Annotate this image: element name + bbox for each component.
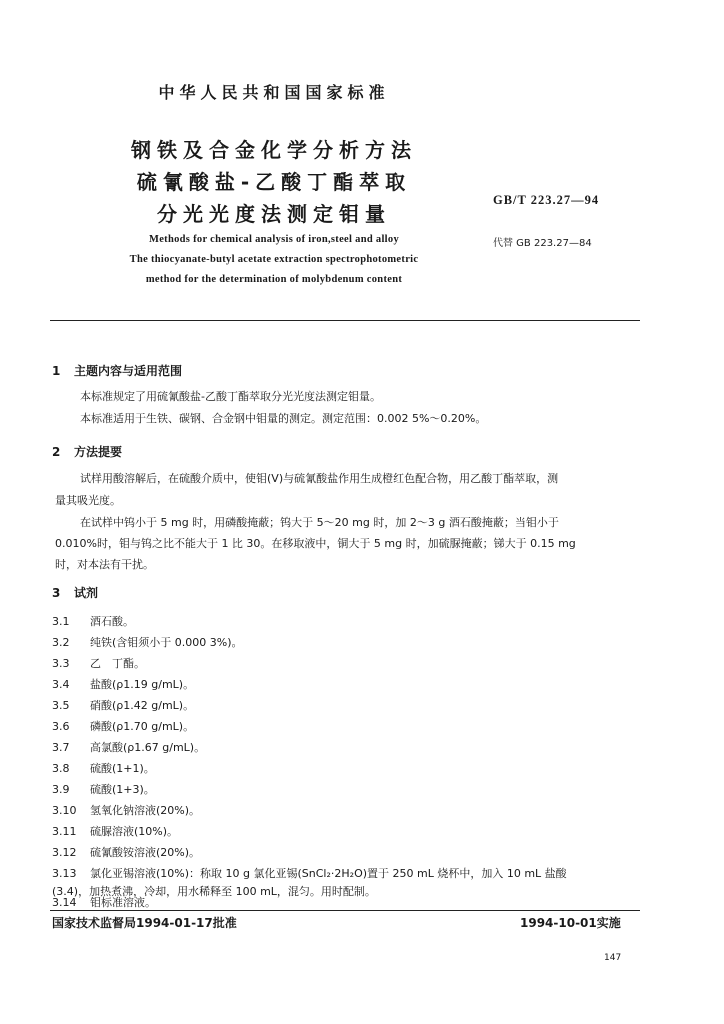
- section-title: 方法提要: [74, 445, 123, 459]
- reagent-item: [52, 655, 145, 671]
- reagent-item: [52, 781, 155, 797]
- item-text: 高氯酸(ρ1.67 g/mL)。: [90, 741, 206, 754]
- item-text: 氯化亚锡溶液(10%)：称取 10 g 氯化亚锡(SnCl₂·2H₂O)置于 250 mL 烧杯中，加入 10 mL 盐酸: [90, 867, 567, 880]
- english-title-line-2: The thiocyanate-butyl acetate extraction spectrophotometric: [129, 254, 419, 265]
- item-number: 3.13: [52, 867, 77, 880]
- item-number: 3.14: [52, 896, 77, 909]
- item-number: 3.10: [52, 804, 77, 817]
- section-title: 试剂: [74, 586, 99, 600]
- item-number: 3.1: [52, 615, 70, 628]
- paragraph: 本标准适用于生铁、碳钢、合金钢中钼量的测定。测定范围：0.002 5%～0.20%。: [80, 412, 487, 425]
- item-text: 盐酸(ρ1.19 g/mL)。: [90, 678, 195, 691]
- item-text: 硫酸(1+1)。: [90, 762, 155, 775]
- reagent-item: [52, 613, 134, 629]
- reagent-item: [52, 634, 243, 650]
- implementation-date: 1994-10-01实施: [520, 916, 621, 930]
- title-line-1: 钢铁及合金化学分析方法: [131, 138, 417, 162]
- reagent-item: [52, 697, 194, 713]
- reagent-item: [52, 802, 200, 818]
- standard-code: GB/T 223.27—94: [493, 193, 600, 207]
- paragraph-continued: 量其吸光度。: [55, 494, 121, 507]
- item-text: 乙 丁酯。: [90, 657, 145, 670]
- item-number: 3.8: [52, 762, 70, 775]
- item-number: 3.4: [52, 678, 70, 691]
- reagent-item: [52, 739, 205, 755]
- reagent-item: [52, 760, 155, 776]
- section-number: 2: [52, 445, 61, 459]
- item-text: 酒石酸。: [90, 615, 134, 628]
- item-number: 3.2: [52, 636, 70, 649]
- footer-divider: [50, 910, 640, 911]
- page-number: 147: [604, 953, 622, 963]
- paragraph-continued: 时，对本法有干扰。: [55, 558, 154, 571]
- reagent-item: [52, 823, 178, 839]
- section-number: 3: [52, 586, 61, 600]
- item-number: 3.12: [52, 846, 77, 859]
- section-3-heading: [52, 584, 98, 601]
- item-text: (3.4)，加热煮沸，冷却，用水稀释至 100 mL，混匀。用时配制。: [52, 885, 376, 898]
- reagent-item: [52, 844, 200, 860]
- approval-date: 国家技术监督局1994-01-17批准: [52, 916, 237, 930]
- item-text: 硫酸(1+3)。: [90, 783, 155, 796]
- item-number: 3.9: [52, 783, 70, 796]
- paragraph-continued: 0.010%时，钼与钨之比不能大于 1 比 30。在移取液中，铜大于 5 mg 时，加硫脲掩蔽；锑大于 0.15 mg: [55, 537, 576, 550]
- header-divider: [50, 320, 640, 321]
- item-text: 硫脲溶液(10%)。: [90, 825, 179, 838]
- item-text: 磷酸(ρ1.70 g/mL)。: [90, 720, 195, 733]
- reagent-item: [52, 718, 194, 734]
- item-number: 3.11: [52, 825, 77, 838]
- item-text: 硫氰酸铵溶液(20%)。: [90, 846, 201, 859]
- item-text: 硝酸(ρ1.42 g/mL)。: [90, 699, 195, 712]
- item-number: 3.5: [52, 699, 70, 712]
- section-title: 主题内容与适用范围: [74, 364, 183, 378]
- title-line-2: 硫氰酸盐-乙酸丁酯萃取: [136, 170, 412, 194]
- section-1-heading: [52, 362, 182, 379]
- item-number: 3.6: [52, 720, 70, 733]
- section-2-heading: [52, 443, 122, 460]
- item-number: 3.3: [52, 657, 70, 670]
- item-number: 3.7: [52, 741, 70, 754]
- paragraph: 在试样中钨小于 5 mg 时，用磷酸掩蔽；钨大于 5～20 mg 时，加 2～3 g 酒石酸掩蔽；当钼小于: [80, 516, 559, 529]
- item-text: 纯铁(含钼须小于 0.000 3%)。: [90, 636, 243, 649]
- item-text: 氢氧化钠溶液(20%)。: [90, 804, 201, 817]
- national-standard-label: 中华人民共和国国家标准: [158, 83, 390, 102]
- item-text: 钼标准溶液。: [90, 896, 156, 909]
- reagent-item: [52, 865, 567, 881]
- paragraph: 本标准规定了用硫氰酸盐-乙酸丁酯萃取分光光度法测定钼量。: [80, 390, 381, 403]
- reagent-item: [52, 894, 156, 910]
- section-number: 1: [52, 364, 61, 378]
- paragraph: 试样用酸溶解后，在硫酸介质中，使钼(V)与硫氰酸盐作用生成橙红色配合物，用乙酸丁酯萃取，测: [80, 472, 559, 485]
- english-title-line-3: method for the determination of molybdenum content: [145, 274, 403, 285]
- reagent-item: [52, 676, 194, 692]
- title-line-3: 分光光度法测定钼量: [157, 202, 391, 226]
- replaces-code: 代替 GB 223.27—84: [493, 238, 592, 249]
- english-title-line-1: Methods for chemical analysis of iron,steel and alloy: [148, 234, 399, 245]
